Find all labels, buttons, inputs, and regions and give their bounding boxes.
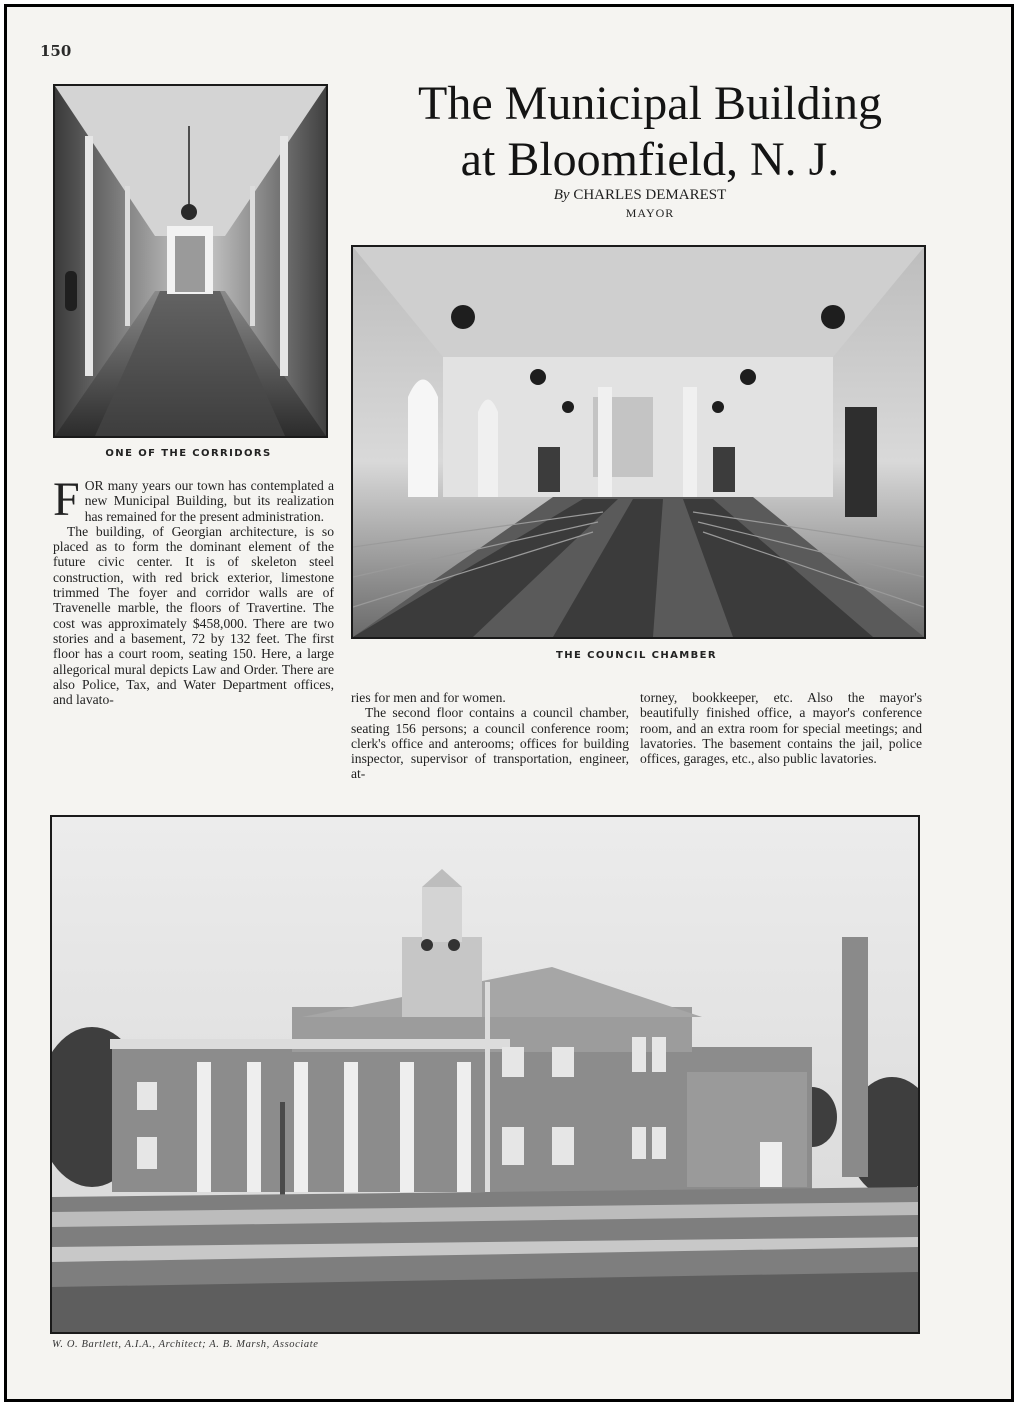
author-name: CHARLES DEMAREST xyxy=(573,187,727,203)
text-column-2 xyxy=(351,690,629,782)
paragraph-1-text: OR many years our town has contemplated a new Municipal Building, but its realization has remained for the present administration. xyxy=(84,478,334,524)
paragraph-5: torney, bookkeeper, etc. Also the mayor's beautifully finished office, a mayor's conference room, and an extra room for special meetings; and lavatories. The basement contains the jail, police offices, garages, etc., also public lavatories. xyxy=(640,690,922,767)
paragraph-3: ries for men and for women. xyxy=(351,690,506,705)
byline xyxy=(470,186,810,204)
architect-credit: W. O. Bartlett, A.I.A., Architect; A. B. Marsh, Associate xyxy=(52,1339,319,1350)
title-line-2: at Bloomfield, N. J. xyxy=(460,133,840,186)
council-chamber-photo xyxy=(351,245,926,639)
paragraph-2: The building, of Georgian architecture, is so placed as to form the dominant element of the future civic center. It is of skeleton steel construction, with red brick exterior, limestone trimmed The foyer and corridor walls are of Travenelle marble, the floors of Travertine. The cost was approximately $458,000. There are two stories and a basement, 72 by 132 feet. The first floor has a court room, seating 150. Here, a large allegorical mural depicts Law and Order. There are also Police, Tax, and Water Department offices, and lavato- xyxy=(53,523,334,708)
paragraph-4: The second floor contains a council chamber, seating 156 persons; a council conference room; clerk's office and anterooms; offices for building inspector, supervisor of transportation, engineer, at- xyxy=(351,705,629,782)
page-number: 150 xyxy=(40,42,72,60)
council-chamber-caption: THE COUNCIL CHAMBER xyxy=(556,650,717,661)
paragraph-1 xyxy=(53,473,334,526)
author-title: MAYOR xyxy=(625,206,675,220)
corridor-photo xyxy=(53,84,328,438)
text-column-3 xyxy=(640,690,922,766)
article-title xyxy=(360,76,940,188)
byline-prefix: By xyxy=(553,187,570,203)
corridor-caption: ONE OF THE CORRIDORS xyxy=(105,448,272,459)
title-line-1: The Municipal Building xyxy=(418,77,882,130)
text-column-1 xyxy=(53,473,334,708)
drop-cap: F xyxy=(53,473,80,526)
exterior-building-photo xyxy=(50,815,920,1334)
